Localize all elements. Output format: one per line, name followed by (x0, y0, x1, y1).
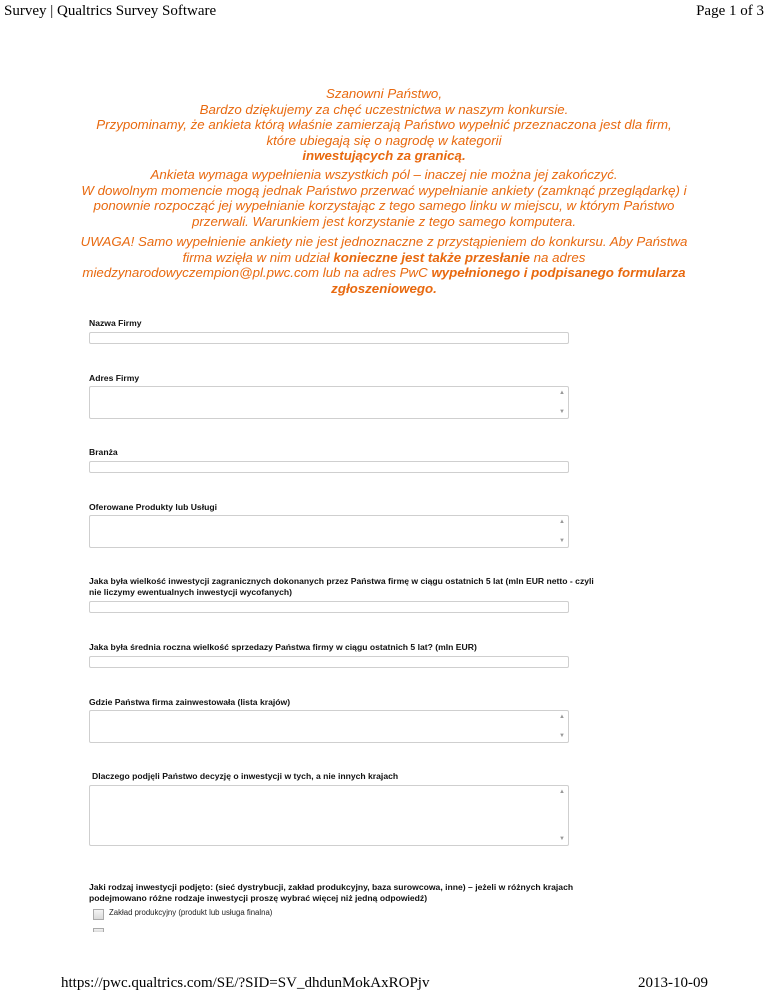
print-footer-date: 2013-10-09 (638, 975, 708, 991)
question-line: Jaka była wielkość inwestycji zagranicznych dokonanych przez Państwa firmę w ciągu ostatnich 5 lat (mln EUR netto - czyli (89, 576, 594, 586)
production-plant-option-label: Zakład produkcyjny (produkt lub usługa finalna) (109, 908, 273, 917)
question-company-name-label: Nazwa Firmy (89, 318, 142, 328)
question-industry-label: Branża (89, 447, 118, 457)
scroll-up-icon[interactable]: ▲ (559, 390, 565, 396)
production-plant-checkbox[interactable] (93, 909, 104, 920)
scroll-down-icon[interactable]: ▼ (559, 733, 565, 739)
intro-text-bold: konieczne jest także przesłanie (333, 249, 530, 265)
intro-line (70, 250, 698, 266)
question-line: Jaki rodzaj inwestycji podjęto: (sieć dystrybucji, zakład produkcyjny, baza surowcowa, inne) – jeżeli w różnych krajach (89, 882, 574, 892)
intro-line: UWAGA! Samo wypełnienie ankiety nie jest jednoznaczne z przystąpieniem do konkursu. Aby Państwa (80, 234, 688, 249)
print-header-title: Survey | Qualtrics Survey Software (4, 3, 217, 19)
intro-line: ponownie rozpocząć jej wypełnianie korzystając z tego samego linku w miejscu, w którym Państwo (93, 198, 675, 214)
question-reason-label: Dlaczego podjęli Państwo decyzję o inwestycji w tych, a nie innych krajach (92, 771, 399, 781)
intro-line (70, 265, 698, 281)
print-header-page: Page 1 of 3 (696, 3, 764, 19)
intro-line: przerwali. Warunkiem jest korzystanie z tego samego komputera. (191, 213, 577, 229)
reason-textarea[interactable] (89, 785, 569, 846)
scroll-up-icon[interactable]: ▲ (559, 519, 565, 525)
question-foreign-investment-label (89, 576, 679, 598)
question-products-label: Oferowane Produkty lub Usługi (89, 502, 217, 512)
scroll-down-icon[interactable]: ▼ (559, 538, 565, 544)
intro-email: miedzynarodowyczempion@pl.pwc.com lub na adres PwC (82, 265, 432, 281)
intro-line: Przypominamy, że ankieta którą właśnie zamierzają Państwo wypełnić przeznaczona jest dla firm, (96, 117, 672, 133)
question-line: nie liczymy ewentualnych inwestycji wycofanych) (89, 587, 292, 597)
question-annual-sales-label: Jaka była średnia roczna wielkość sprzedazy Państwa firmy w ciągu ostatnich 5 lat? (mln EUR) (89, 642, 477, 652)
foreign-investment-input[interactable] (89, 601, 569, 613)
question-countries-label: Gdzie Państwa firma zainwestowała (lista krajów) (89, 697, 291, 707)
intro-paragraph-2 (70, 167, 698, 229)
intro-line: Szanowni Państwo, (325, 86, 443, 101)
intro-line: W dowolnym momencie mogą jednak Państwo przerwać wypełnianie ankiety (zamknąć przeglądarkę) i (81, 182, 687, 198)
scroll-up-icon[interactable]: ▲ (559, 714, 565, 720)
intro-line: Ankieta wymaga wypełnienia wszystkich pól – inaczej nie można jej zakończyć. (150, 167, 618, 182)
intro-text: firma wzięła w nim udział (182, 249, 334, 265)
question-investment-type-label (89, 882, 679, 904)
print-footer-url: https://pwc.qualtrics.com/SE/?SID=SV_dhdunMokAxROPjv (61, 975, 430, 991)
intro-line: Bardzo dziękujemy za chęć uczestnictwa w naszym konkursie. (199, 101, 569, 117)
next-option-checkbox[interactable] (93, 928, 104, 932)
scroll-down-icon[interactable]: ▼ (559, 409, 565, 415)
intro-line-bold: inwestujących za granicą. (302, 148, 466, 164)
products-textarea[interactable] (89, 515, 569, 548)
intro-line-bold: zgłoszeniowego. (331, 280, 437, 296)
scroll-down-icon[interactable]: ▼ (559, 836, 565, 842)
intro-paragraph-1 (70, 86, 698, 164)
intro-text-bold: wypełnionego i podpisanego formularza (431, 265, 686, 281)
countries-textarea[interactable] (89, 710, 569, 743)
question-company-address-label: Adres Firmy (89, 373, 140, 383)
intro-text: na adres (529, 249, 586, 265)
company-name-input[interactable] (89, 332, 569, 344)
intro-paragraph-3 (70, 234, 698, 296)
scroll-up-icon[interactable]: ▲ (559, 789, 565, 795)
intro-line: które ubiegają się o nagrodę w kategorii (266, 132, 502, 148)
company-address-textarea[interactable] (89, 386, 569, 419)
industry-input[interactable] (89, 461, 569, 473)
annual-sales-input[interactable] (89, 656, 569, 668)
question-line: podejmowano różne rodzaje inwestycji proszę wybrać więcej niż jedną odpowiedź) (89, 893, 428, 903)
